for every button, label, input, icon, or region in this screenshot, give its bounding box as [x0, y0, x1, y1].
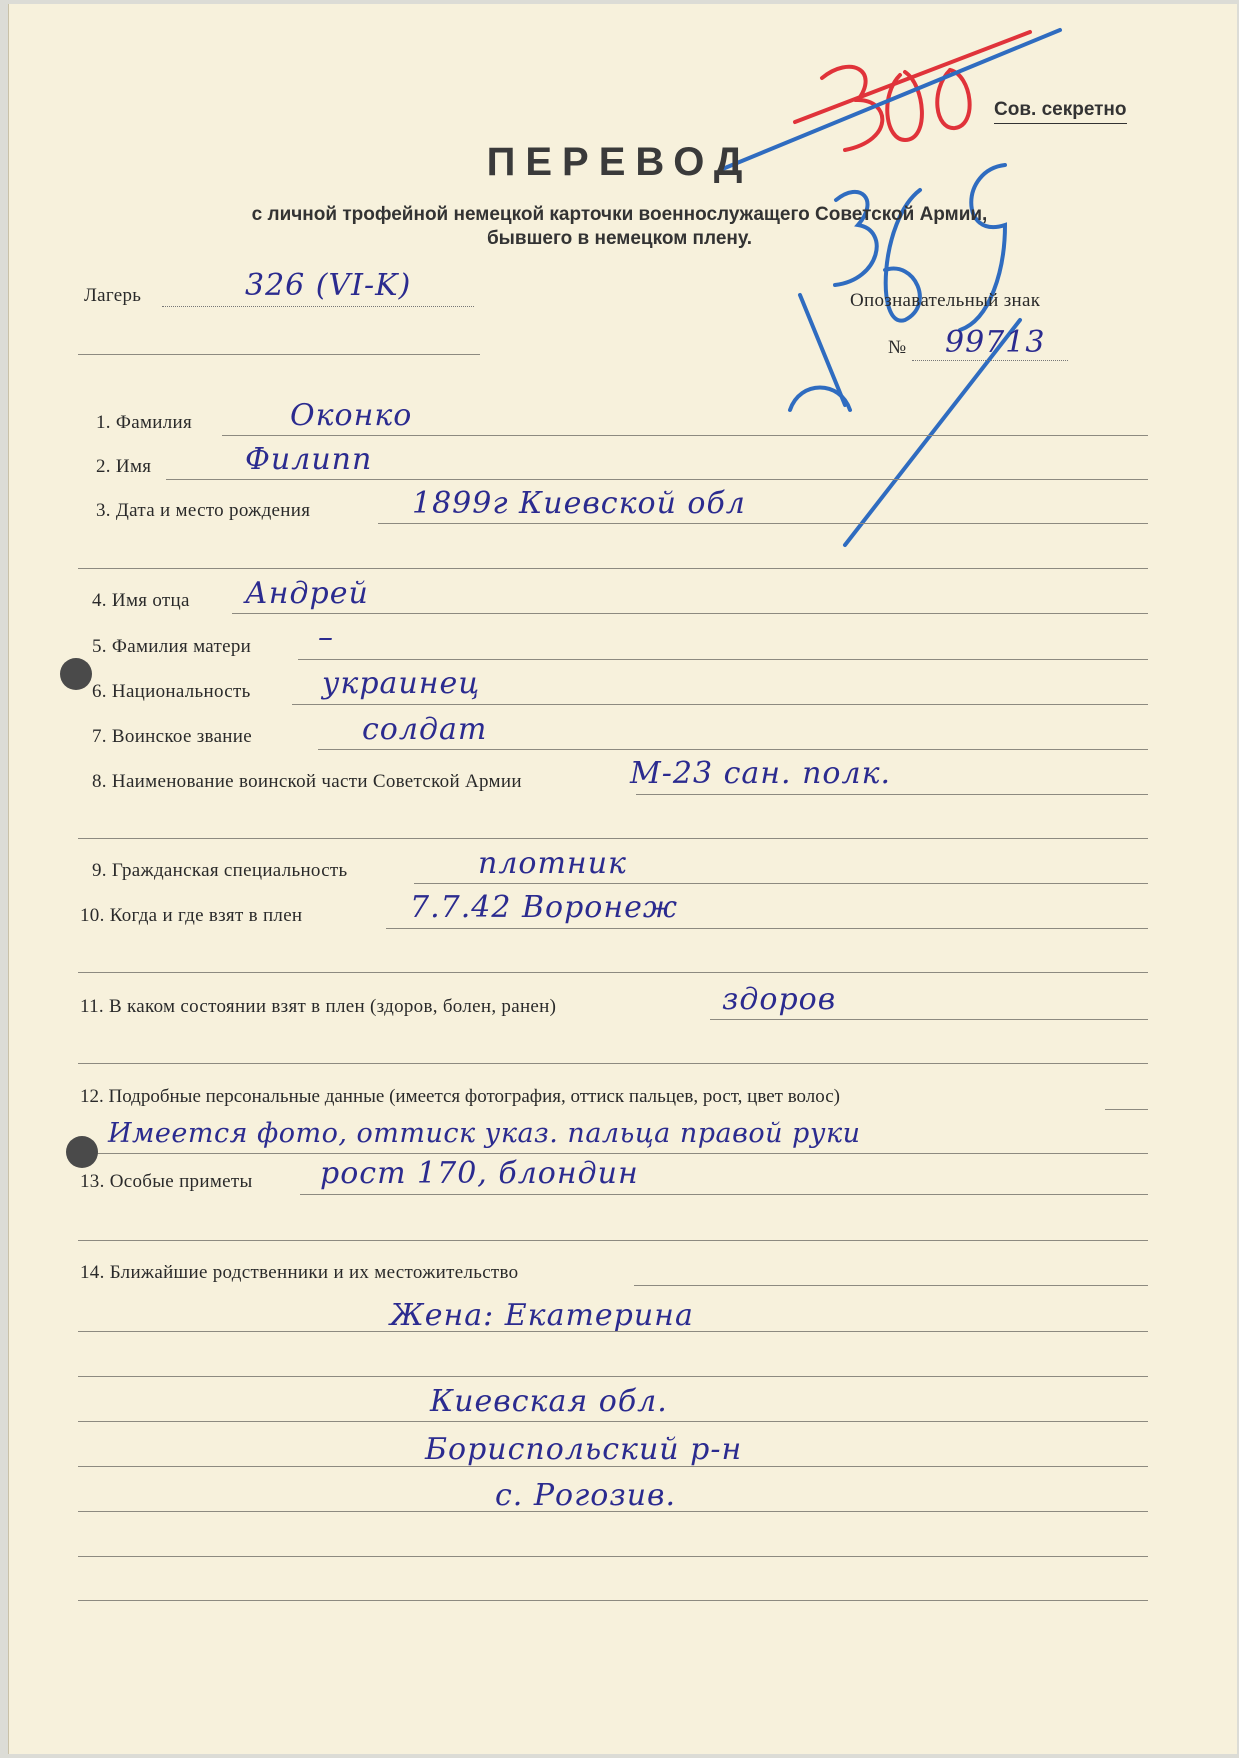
field-9-value: плотник [478, 846, 627, 881]
field-12-value: Имеется фото, оттиск указ. пальца правой руки [108, 1118, 861, 1149]
ruled-line [78, 1600, 1148, 1601]
secrecy-stamp: Сов. секретно [994, 99, 1127, 124]
id-tag-underline [912, 360, 1068, 361]
field-5-value: – [318, 620, 334, 655]
field-8-number: 8. [92, 771, 107, 792]
field-12-label: Подробные персональные данные (имеется фотография, оттиск пальцев, рост, цвет волос) [108, 1086, 840, 1107]
field-2-number: 2. [96, 456, 111, 477]
field-3-number: 3. [96, 500, 111, 521]
field-4-number: 4. [92, 590, 107, 611]
field-14-value: Жена: Екатерина [390, 1298, 694, 1333]
camp-value: 326 (VI-K) [245, 268, 412, 303]
field-13-value: рост 170, блондин [320, 1156, 639, 1191]
field-13-extra-line [78, 1240, 1148, 1241]
punch-hole [66, 1136, 98, 1168]
camp-label: Лагерь [84, 285, 142, 306]
field-10-value: 7.7.42 Воронеж [410, 890, 678, 925]
field-11-label: В каком состоянии взят в плен (здоров, болен, ранен) [109, 996, 557, 1017]
field-3-label: Дата и место рождения [115, 500, 311, 521]
field-12-line [1105, 1109, 1148, 1110]
field-9-label: Гражданская специальность [111, 860, 348, 881]
field-1-line [222, 435, 1148, 436]
field-7-number: 7. [92, 726, 107, 747]
field-11-value: здоров [722, 982, 837, 1017]
field-2-line [166, 479, 1148, 480]
field-7-label: Воинское звание [111, 726, 252, 747]
field-8-line [636, 794, 1148, 795]
field-1-number: 1. [96, 412, 111, 433]
field-4-value: Андрей [245, 576, 369, 611]
field-5-line [298, 659, 1148, 660]
address-line-1: Киевская обл. [430, 1384, 668, 1419]
field-12-number: 12. [80, 1086, 104, 1107]
field-10-number: 10. [80, 905, 105, 926]
field-9-number: 9. [92, 860, 107, 881]
field-8-value: M-23 сан. полк. [630, 756, 892, 791]
field-13-line [300, 1194, 1148, 1195]
field-8-extra-line [78, 838, 1148, 839]
field-12-extra-line [78, 1153, 1148, 1154]
id-tag-value: 99713 [945, 325, 1046, 360]
field-4-label: Имя отца [111, 590, 190, 611]
field-3-value: 1899г Киевской обл [412, 486, 746, 521]
field-7-value: солдат [362, 712, 488, 747]
ruled-line [78, 1331, 1148, 1332]
field-10-line [386, 928, 1148, 929]
ruled-line [78, 1376, 1148, 1377]
field-4-line [232, 613, 1148, 614]
field-9-line [414, 883, 1148, 884]
field-6-value: украинец [322, 666, 481, 701]
field-11-extra-line [78, 1063, 1148, 1064]
id-tag-label: Опознавательный знак [850, 290, 1041, 311]
field-3-line [378, 523, 1148, 524]
field-6-label: Национальность [111, 681, 251, 702]
subtitle-line-2: бывшего в немецком плену. [486, 228, 753, 249]
field-6-number: 6. [92, 681, 107, 702]
field-14-number: 14. [80, 1262, 105, 1283]
field-14-label: Ближайшие родственники и их местожительство [109, 1262, 519, 1283]
field-11-line [710, 1019, 1148, 1020]
field-13-number: 13. [80, 1171, 105, 1192]
ruled-line [78, 1556, 1148, 1557]
subtitle-line-1: с личной трофейной немецкой карточки военнослужащего Советской Армии, [251, 204, 988, 225]
camp-extra-line [78, 354, 480, 355]
document-title: ПЕРЕВОД [486, 140, 753, 184]
field-1-value: Оконко [290, 398, 413, 433]
field-8-label: Наименование воинской части Советской Армии [111, 771, 522, 792]
field-14-line [634, 1285, 1148, 1286]
field-2-label: Имя [115, 456, 152, 477]
camp-underline [162, 306, 474, 307]
address-line-3: с. Рогозив. [495, 1478, 677, 1513]
id-tag-no-label: № [888, 337, 907, 358]
field-5-label: Фамилия матери [111, 636, 252, 657]
field-1-label: Фамилия [115, 412, 193, 433]
field-13-label: Особые приметы [109, 1171, 253, 1192]
punch-hole [60, 658, 92, 690]
ruled-line [78, 1421, 1148, 1422]
field-7-line [318, 749, 1148, 750]
field-2-value: Филипп [245, 442, 373, 477]
field-11-number: 11. [80, 996, 104, 1017]
field-6-line [292, 704, 1148, 705]
field-3-extra-line [78, 568, 1148, 569]
address-line-2: Бориспольский р-н [425, 1432, 743, 1467]
field-5-number: 5. [92, 636, 107, 657]
field-10-label: Когда и где взят в плен [109, 905, 303, 926]
field-10-extra-line [78, 972, 1148, 973]
